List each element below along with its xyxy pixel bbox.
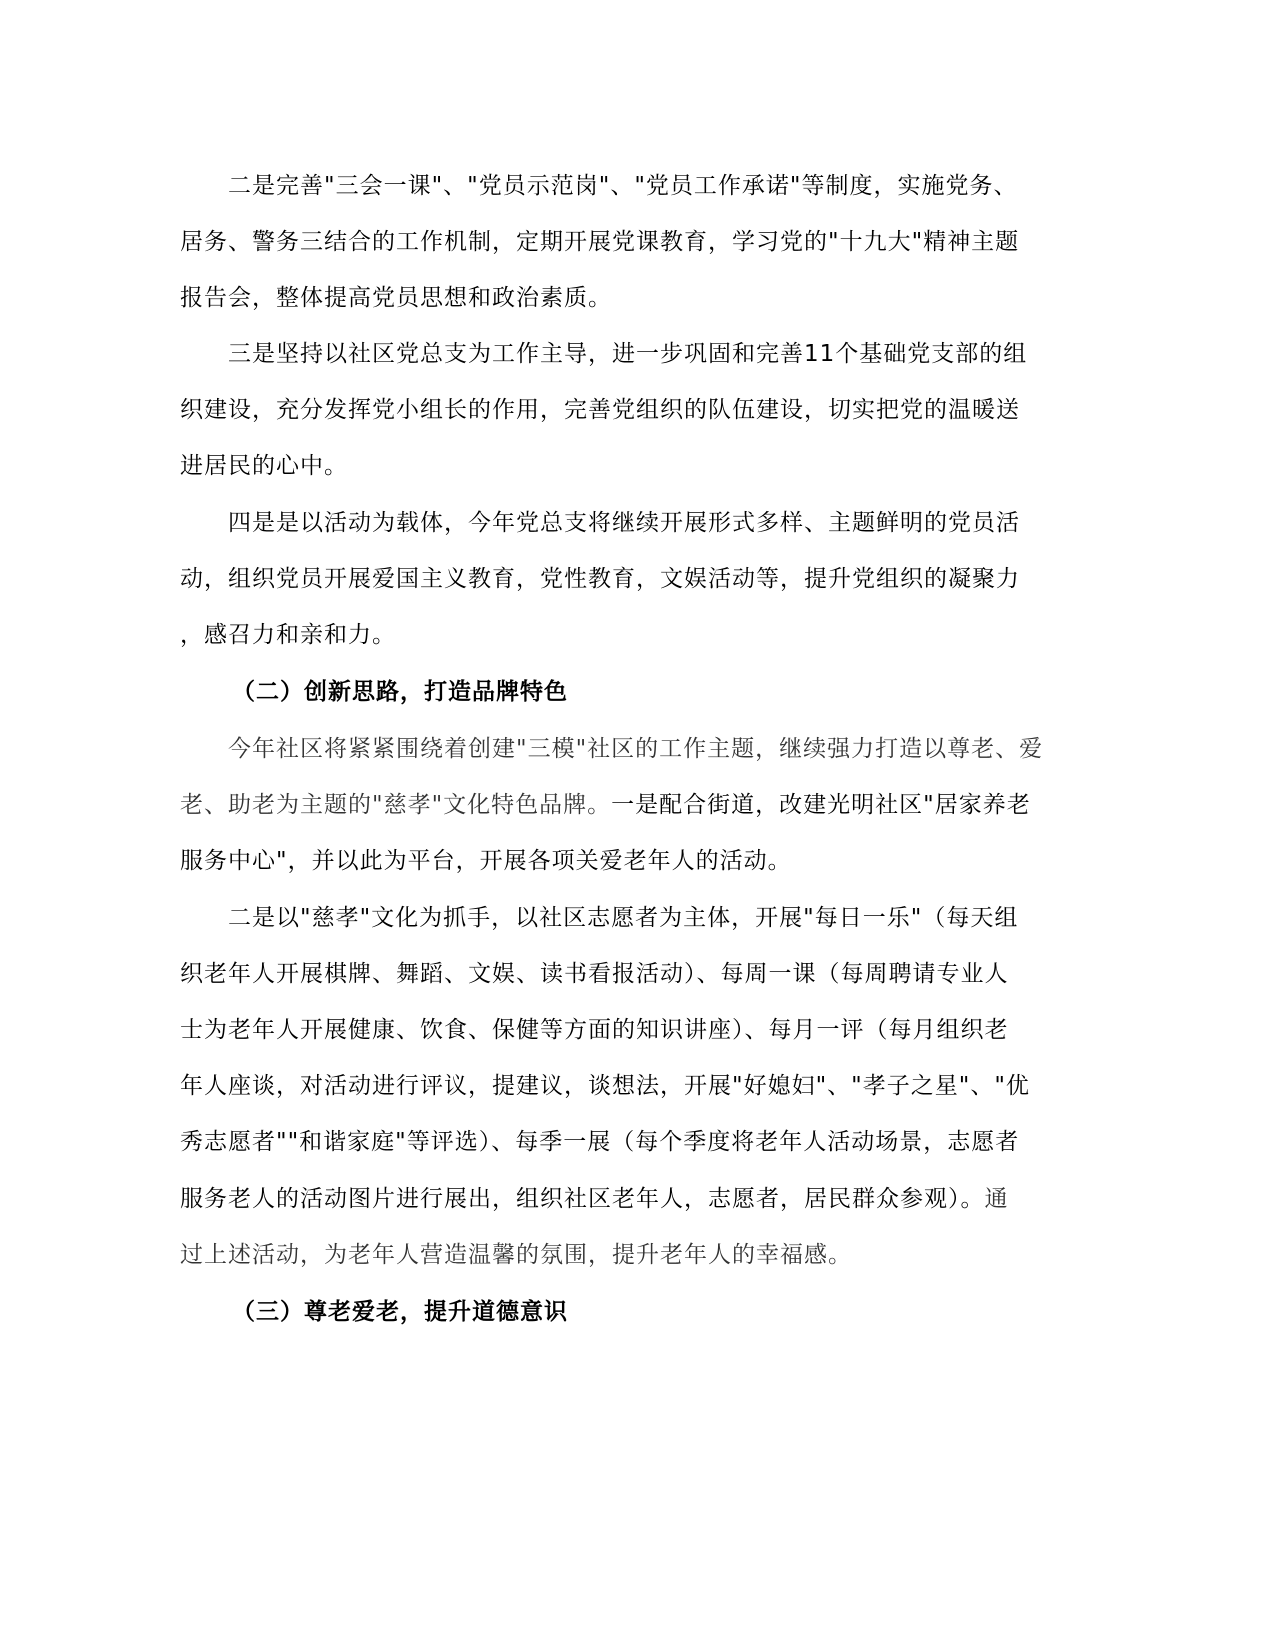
paragraph-5-line-7: 过上述活动，为老年人营造温馨的氛围，提升老年人的幸福感。 bbox=[180, 1242, 852, 1268]
paragraph-5-line-2: 织老年人开展棋牌、舞蹈、文娱、读书看报活动）、每周一课（每周聘请专业人 bbox=[180, 961, 1009, 987]
paragraph-3-line-2: 动，组织党员开展爱国主义教育，党性教育，文娱活动等，提升党组织的凝聚力 bbox=[180, 566, 1020, 592]
paragraph-3-line-3: ，感召力和亲和力。 bbox=[180, 622, 396, 648]
paragraph-5-line-6-light: 通 bbox=[984, 1186, 1009, 1212]
paragraph-2-line-3: 进居民的心中。 bbox=[180, 453, 348, 479]
paragraph-2-line-1: 三是坚持以社区党总支为工作主导，进一步巩固和完善11个基础党支部的组 bbox=[228, 341, 1028, 367]
paragraph-2-line-2: 织建设，充分发挥党小组长的作用，完善党组织的队伍建设，切实把党的温暖送 bbox=[180, 397, 1020, 423]
paragraph-1-line-1: 二是完善"三会一课"、"党员示范岗"、"党员工作承诺"等制度，实施党务、 bbox=[228, 173, 1018, 199]
paragraph-4-line-1: 今年社区将紧紧围绕着创建"三模"社区的工作主题，继续强力打造以尊老、爱 bbox=[228, 736, 1044, 762]
paragraph-4-line-2 bbox=[180, 790, 1031, 820]
paragraph-1-line-3: 报告会，整体提高党员思想和政治素质。 bbox=[180, 285, 612, 311]
paragraph-5-line-5: 秀志愿者""和谐家庭"等评选）、每季一展（每个季度将老年人活动场景，志愿者 bbox=[180, 1129, 1020, 1155]
paragraph-5-line-6-dark: 服务老人的活动图片进行展出，组织社区老年人，志愿者，居民群众参观）。 bbox=[180, 1186, 985, 1212]
paragraph-4-line-3: 服务中心"，并以此为平台，开展各项关爱老年人的活动。 bbox=[180, 848, 792, 874]
paragraph-1-line-2: 居务、警务三结合的工作机制，定期开展党课教育，学习党的"十九大"精神主题 bbox=[180, 229, 1020, 255]
section-heading-2: （二）创新思路，打造品牌特色 bbox=[232, 679, 568, 705]
paragraph-5-line-1: 二是以"慈孝"文化为抓手，以社区志愿者为主体，开展"每日一乐"（每天组 bbox=[228, 905, 1019, 931]
paragraph-4-line-2-dark: 一是配合街道，改建光明社区"居家养老 bbox=[611, 792, 1031, 818]
paragraph-5-line-6 bbox=[180, 1184, 1009, 1214]
paragraph-5-line-3: 士为老年人开展健康、饮食、保健等方面的知识讲座）、每月一评（每月组织老 bbox=[180, 1017, 1009, 1043]
paragraph-3-line-1: 四是是以活动为载体，今年党总支将继续开展形式多样、主题鲜明的党员活 bbox=[228, 510, 1020, 536]
section-heading-3: （三）尊老爱老，提升道德意识 bbox=[232, 1299, 568, 1325]
paragraph-4-line-2-light: 老、助老为主题的"慈孝"文化特色品牌。 bbox=[180, 792, 612, 818]
paragraph-5-line-4: 年人座谈，对活动进行评议，提建议，谈想法，开展"好媳妇"、"孝子之星"、"优 bbox=[180, 1073, 1030, 1099]
